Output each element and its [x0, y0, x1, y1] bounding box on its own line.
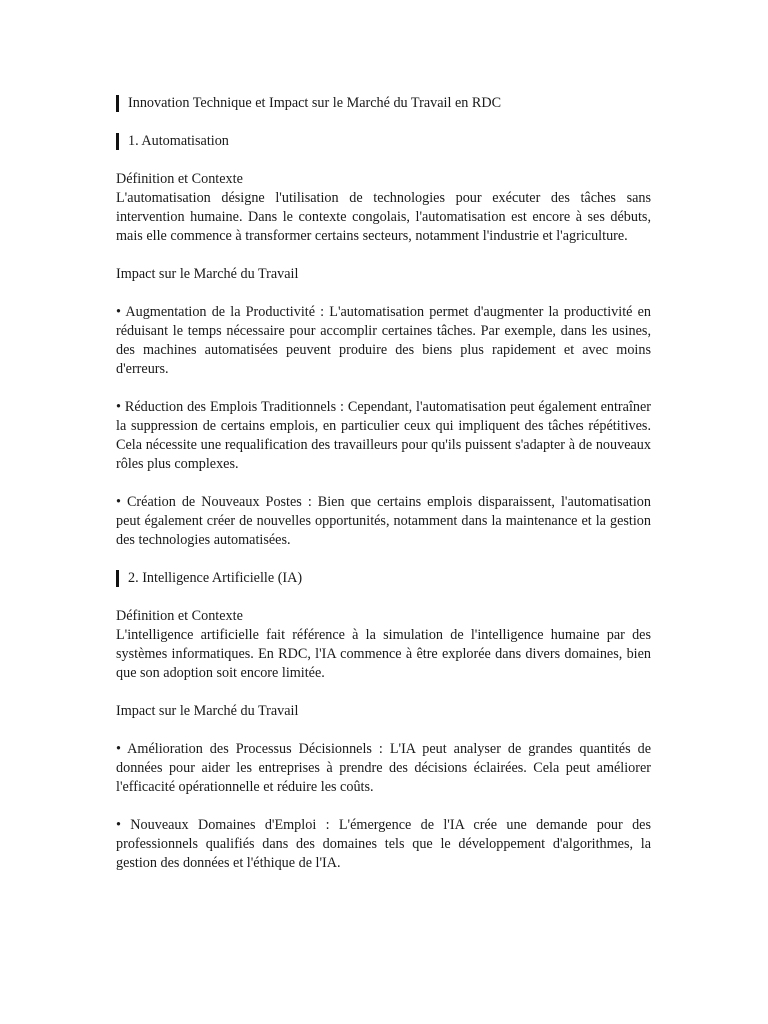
definition-label: Définition et Contexte — [116, 608, 243, 624]
section-heading-automatisation: 1. Automatisation — [116, 132, 651, 151]
document-title: Innovation Technique et Impact sur le Marché du Travail en RDC — [116, 94, 651, 113]
bullet-paragraph: • Amélioration des Processus Décisionnels : L'IA peut analyser de grandes quantités de données pour aider les entreprises à prendre des décisions éclairées. Cela peut améliorer l'efficacité opérationnelle et réduire les coûts. — [116, 741, 651, 795]
definition-paragraph: L'automatisation désigne l'utilisation de technologies pour exécuter des tâches sans intervention humaine. Dans le contexte congolais, l'automatisation est encore à ses débuts, mais elle commence à transformer certains secteurs, notamment l'industrie et l'agriculture. — [116, 190, 651, 244]
impact-label: Impact sur le Marché du Travail — [116, 266, 299, 282]
bullet-paragraph: • Réduction des Emplois Traditionnels : Cependant, l'automatisation peut également entraîner la suppression de certains emplois, en particulier ceux qui impliquent des tâches répétitives. Cela nécessite une requalification des travailleurs pour qu'ils puissent s'adapter à de nouveaux rôles plus complexes. — [116, 399, 651, 472]
impact-label: Impact sur le Marché du Travail — [116, 703, 299, 719]
bullet-paragraph: • Augmentation de la Productivité : L'automatisation permet d'augmenter la productivité en réduisant le temps nécessaire pour accomplir certaines tâches. Par exemple, dans les usines, des machines automatisées peuvent produire des biens plus rapidement et avec moins d'erreurs. — [116, 304, 651, 377]
bullet-paragraph: • Création de Nouveaux Postes : Bien que certains emplois disparaissent, l'automatisation peut également créer de nouvelles opportunités, notamment dans la maintenance et la gestion des technologies automatisées. — [116, 494, 651, 548]
definition-paragraph: L'intelligence artificielle fait référence à la simulation de l'intelligence humaine par des systèmes informatiques. En RDC, l'IA commence à être explorée dans divers domaines, bien que son adoption soit encore limitée. — [116, 627, 651, 681]
document-page — [116, 94, 651, 873]
section-heading-ia: 2. Intelligence Artificielle (IA) — [116, 569, 651, 588]
bullet-paragraph: • Nouveaux Domaines d'Emploi : L'émergence de l'IA crée une demande pour des professionnels qualifiés dans des domaines tels que le développement d'algorithmes, la gestion des données et l'éthique de l'IA. — [116, 817, 651, 871]
definition-label: Définition et Contexte — [116, 171, 243, 187]
